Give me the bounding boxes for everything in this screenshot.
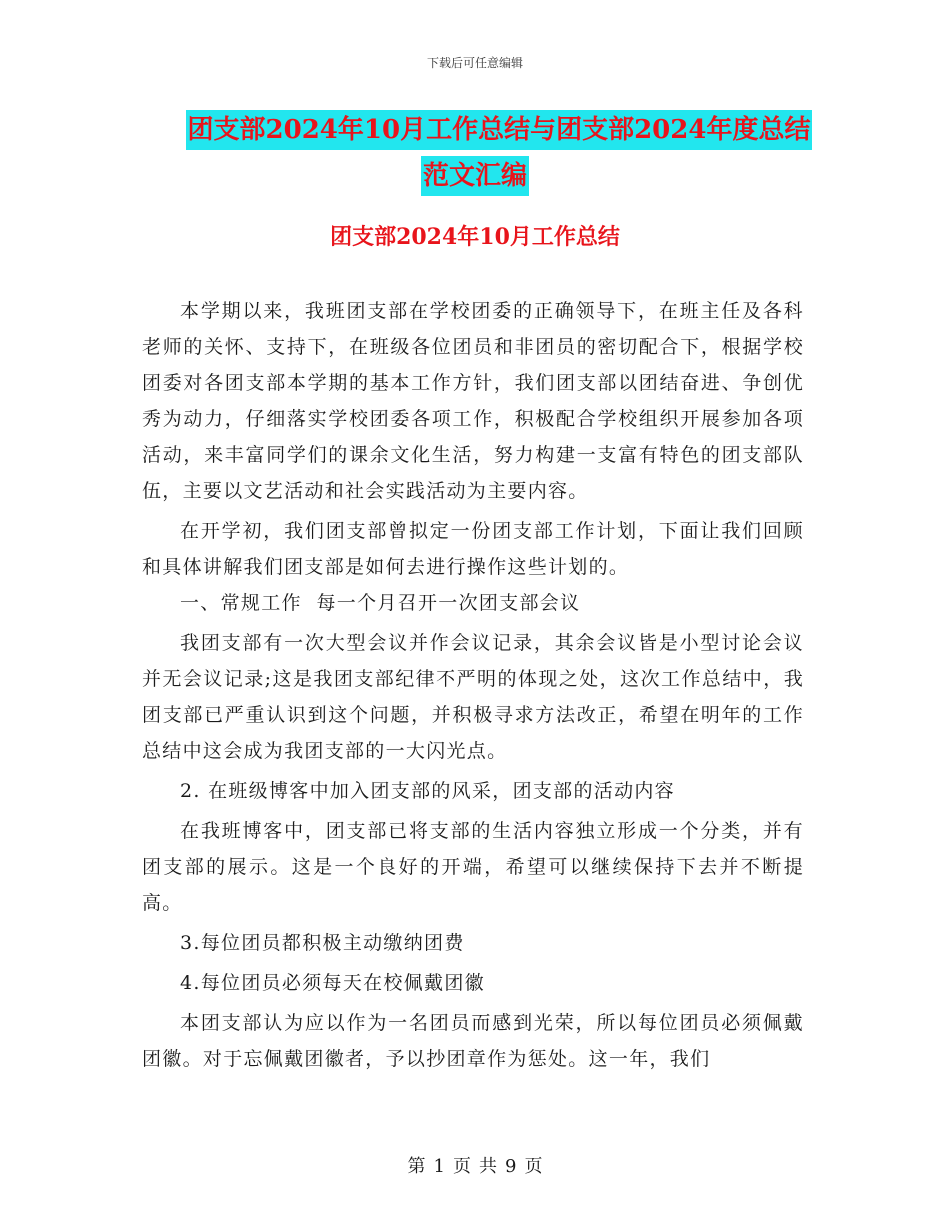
paragraph: 本学期以来，我班团支部在学校团委的正确领导下，在班主任及各科老师的关怀、支持下，在班级各位团员和非团员的密切配合下，根据学校团委对各团支部本学期的基本工作方针，我们团支部以团结奋进、争创优秀为动力，仔细落实学校团委各项工作，积极配合学校组织开展参加各项活动，来丰富同学们的课余文化生活，努力构建一支富有特色的团支部队伍，主要以文艺活动和社会实践活动为主要内容。	[142, 300, 804, 502]
paragraph: 本团支部认为应以作为一名团员而感到光荣，所以每位团员必须佩戴团徽。对于忘佩戴团徽者，予以抄团章作为惩处。这一年，我们	[142, 1012, 804, 1070]
footer-prefix: 第	[407, 1156, 426, 1177]
document-title-line-2: 范文汇编	[421, 156, 529, 196]
paragraph: 在我班博客中，团支部已将支部的生活内容独立形成一个分类，并有团支部的展示。这是一个良好的开端，希望可以继续保持下去并不断提高。	[142, 820, 804, 914]
footer-total-pages: 9	[505, 1156, 517, 1177]
footer-suffix: 页	[524, 1156, 543, 1177]
heading-regular-work: 一、常规工作 每一个月召开一次团支部会议	[180, 592, 581, 614]
document-body	[142, 293, 804, 1077]
header-note: 下载后可任意编辑	[426, 56, 523, 70]
footer-current-page: 1	[433, 1156, 445, 1177]
list-item: 2. 在班级博客中加入团支部的风采，团支部的活动内容	[180, 780, 675, 802]
paragraph: 我团支部有一次大型会议并作会议记录，其余会议皆是小型讨论会议并无会议记录;这是我团支部纪律不严明的体现之处，这次工作总结中，我团支部已严重认识到这个问题，并积极寻求方法改正，希望在明年的工作总结中这会成为我团支部的一大闪光点。	[142, 632, 804, 762]
page-footer	[0, 1152, 950, 1178]
section-title: 团支部2024年10月工作总结	[330, 224, 620, 250]
list-item: 3.每位团员都积极主动缴纳团费	[180, 932, 465, 954]
footer-total-word: 共	[479, 1156, 497, 1177]
list-item: 4.每位团员必须每天在校佩戴团徽	[180, 972, 485, 994]
footer-page-word: 页	[453, 1156, 471, 1177]
paragraph: 在开学初，我们团支部曾拟定一份团支部工作计划，下面让我们回顾和具体讲解我们团支部是如何去进行操作这些计划的。	[142, 520, 804, 578]
document-title	[0, 110, 950, 196]
document-title-line-1: 团支部2024年10月工作总结与团支部2024年度总结	[186, 110, 813, 150]
